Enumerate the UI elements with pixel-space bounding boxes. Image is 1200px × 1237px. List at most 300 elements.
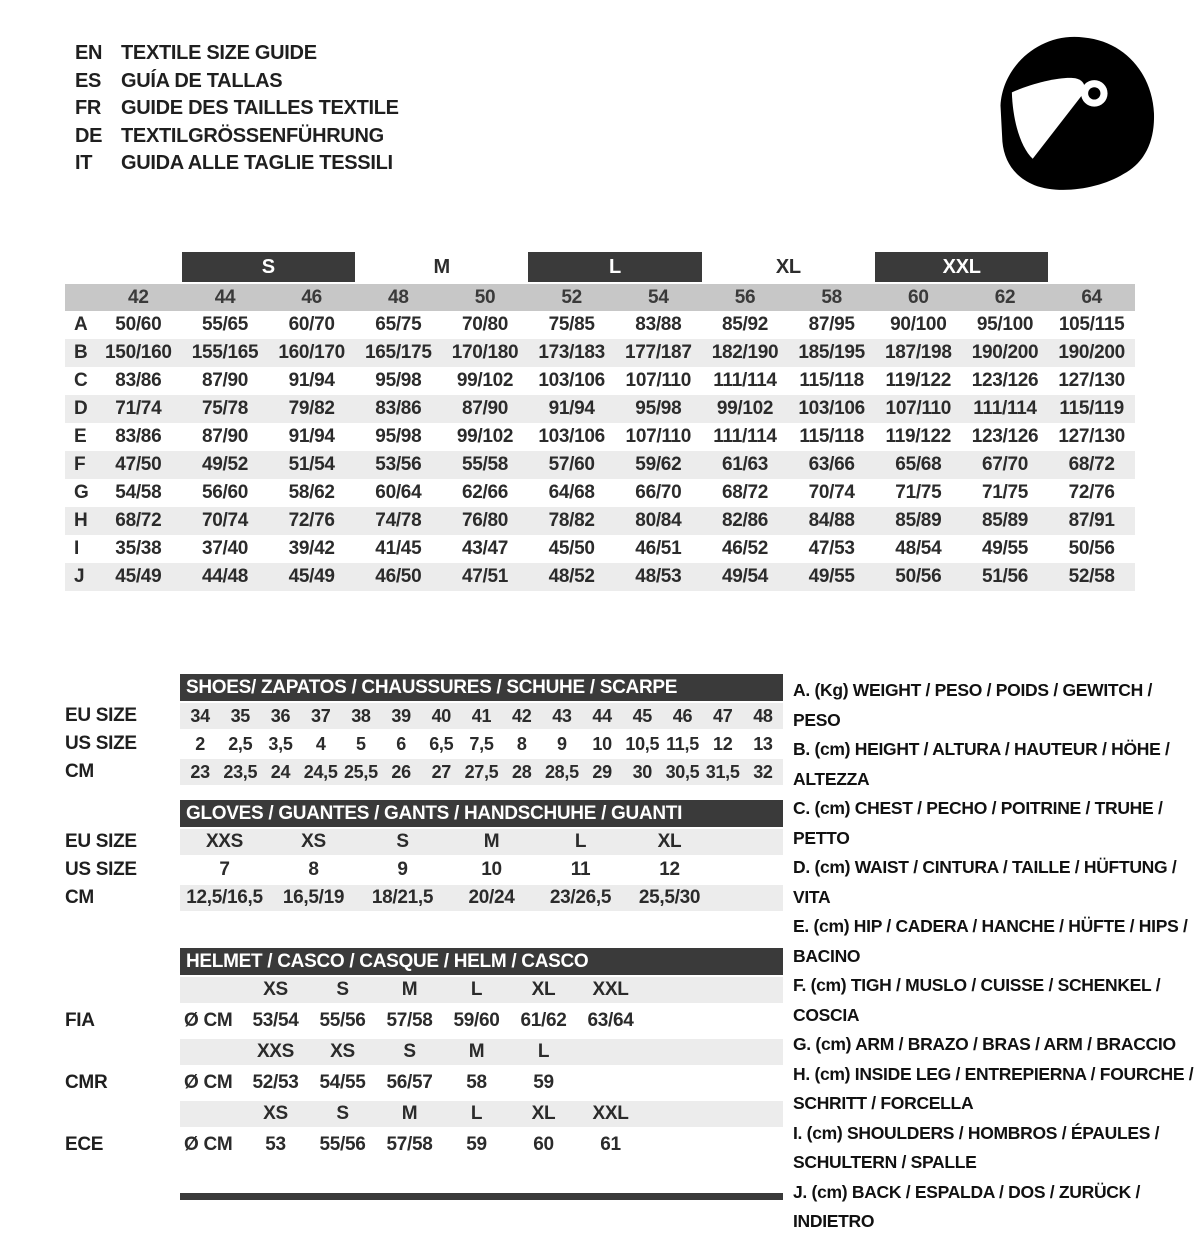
band-size-52: 52 (561, 286, 582, 308)
row-values (180, 1132, 783, 1158)
size-group-xxl: XXL (875, 252, 1048, 282)
textile-row-h (65, 507, 1135, 535)
helmet-table-header: HELMET / CASCO / CASQUE / HELM / CASCO (180, 948, 783, 975)
legend-item: A. (Kg) WEIGHT / PESO / POIDS / GEWITCH / PESO (793, 680, 1153, 730)
legend-item: F. (cm) TIGH / MUSLO / CUISSE / SCHENKEL / COSCIA (793, 975, 1161, 1025)
size-value: 37/40 (201, 538, 249, 559)
size-value: 13 (753, 733, 773, 754)
size-value: 60 (533, 1134, 554, 1155)
size-value: 91/94 (288, 370, 335, 391)
size-value: 71/74 (115, 398, 162, 419)
language-code: ES (75, 69, 102, 92)
size-value: 46/52 (721, 538, 769, 559)
size-value: 47/53 (808, 538, 855, 559)
size-value: 49/55 (981, 538, 1029, 559)
size-value: 44/48 (201, 566, 249, 587)
size-value: 165/175 (365, 342, 432, 363)
size-value: 20/24 (468, 887, 515, 908)
band-size-64: 64 (1081, 286, 1102, 308)
row-key: C (74, 370, 88, 391)
size-value: 11 (570, 859, 591, 880)
size-value: 2 (195, 733, 205, 754)
size-value: 10,5 (625, 733, 660, 754)
size-value: 16,5/19 (282, 887, 345, 908)
unit-spacer (180, 1039, 242, 1065)
size-value: 68/72 (721, 482, 769, 503)
row-key: B (74, 342, 88, 363)
size-value: 111/114 (713, 370, 777, 391)
size-value: 82/86 (721, 510, 769, 531)
size-value: 103/106 (538, 426, 605, 447)
size-value: 39/42 (288, 538, 335, 559)
size-value: 61/62 (520, 1010, 567, 1031)
row-values (180, 1039, 783, 1065)
size-value: 59/62 (635, 454, 682, 475)
band-size-42: 42 (128, 286, 149, 308)
size-value: XXS (205, 831, 244, 852)
size-value: 78/82 (548, 510, 595, 531)
size-value: 190/200 (971, 342, 1039, 363)
row-key: I (74, 538, 79, 559)
row-key: F (74, 454, 86, 475)
helmet-icon (975, 28, 1170, 208)
size-value: 64/68 (548, 482, 595, 503)
size-value: 160/170 (278, 342, 345, 363)
size-value: 37 (310, 705, 331, 726)
size-group-m: M (433, 255, 450, 278)
size-value: 2,5 (228, 733, 253, 754)
size-label: L (470, 979, 483, 1000)
size-value: 72/76 (288, 510, 335, 531)
size-value: 12 (712, 733, 733, 754)
size-value: 49/52 (201, 454, 249, 475)
size-value: 119/122 (885, 370, 952, 391)
shoes-table-header: SHOES/ ZAPATOS / CHAUSSURES / SCHUHE / SCARPE (180, 674, 783, 701)
size-value: 95/100 (976, 314, 1034, 335)
values-grid (180, 1070, 783, 1096)
size-value: 7 (219, 859, 230, 880)
size-label: XL (531, 979, 556, 1000)
language-row (75, 123, 399, 151)
size-value: 95/98 (635, 398, 682, 419)
size-value: 61/63 (721, 454, 769, 475)
size-value: 91/94 (288, 426, 335, 447)
size-value: 34 (190, 705, 210, 726)
size-value: 47/51 (461, 566, 509, 587)
size-value: 107/110 (625, 370, 692, 391)
size-value: 185/195 (798, 342, 865, 363)
cropped-header-bar (180, 1193, 783, 1200)
size-value: 45/49 (288, 566, 335, 587)
size-value: 5 (356, 733, 366, 754)
size-value: 127/130 (1058, 370, 1125, 391)
shoes-table (65, 703, 783, 787)
size-value: 51/54 (288, 454, 335, 475)
size-value: 10 (481, 859, 502, 880)
size-value: 190/200 (1058, 342, 1125, 363)
size-value: 170/180 (451, 342, 519, 363)
size-label: S (403, 1041, 416, 1062)
values-grid (180, 1132, 783, 1158)
size-label: XS (263, 1103, 288, 1124)
row-key: A (74, 314, 88, 335)
size-value: 57/58 (386, 1134, 433, 1155)
band-size-56: 56 (734, 286, 756, 308)
legend-item: D. (cm) WAIST / CINTURA / TAILLE / HÜFTUNG / VITA (793, 857, 1177, 907)
band-size-54: 54 (648, 286, 669, 308)
values-grid (180, 759, 783, 785)
values-grid (180, 1008, 783, 1034)
size-value: 24 (270, 761, 291, 782)
size-value: 51/56 (981, 566, 1029, 587)
size-value: 83/86 (115, 426, 162, 447)
row-values (180, 1008, 783, 1034)
size-value: 60/64 (375, 482, 422, 503)
band-size-50: 50 (474, 286, 496, 308)
size-value: XS (301, 831, 326, 852)
size-value: 63/64 (587, 1010, 634, 1031)
size-value: 29 (592, 761, 612, 782)
helmet-sizes-row (65, 977, 783, 1003)
size-value: 6,5 (429, 733, 454, 754)
size-value: 56/60 (201, 482, 249, 503)
size-group-l: L (528, 252, 701, 282)
size-value: 85/89 (895, 510, 942, 531)
size-value: 38 (351, 705, 371, 726)
size-value: 187/198 (885, 342, 952, 363)
size-value: M (483, 831, 500, 852)
language-row (75, 68, 399, 96)
band-size-58: 58 (821, 286, 842, 308)
size-label: XS (263, 979, 288, 1000)
size-value: 50/56 (895, 566, 942, 587)
textile-row-e (65, 423, 1135, 451)
size-value: 27,5 (464, 761, 499, 782)
size-value: 103/106 (798, 398, 865, 419)
language-code: FR (75, 97, 102, 119)
size-value: 44 (592, 705, 612, 726)
language-code: DE (75, 124, 103, 147)
language-title: GUIDA ALLE TAGLIE TESSILI (121, 152, 393, 174)
size-value: 95/98 (375, 426, 422, 447)
size-value: 76/80 (461, 510, 509, 531)
size-value: 45/49 (115, 566, 162, 587)
size-value: 9 (557, 733, 567, 754)
band-spacer (65, 284, 95, 311)
size-value: 54/55 (319, 1072, 366, 1093)
size-value: 7,5 (469, 733, 494, 754)
size-label: L (470, 1103, 483, 1124)
size-value: 72/76 (1068, 482, 1115, 503)
size-value: 57/58 (386, 1010, 433, 1031)
size-value: 55/58 (461, 454, 509, 475)
size-value: 60/70 (288, 314, 335, 335)
size-value: 87/90 (201, 426, 249, 447)
textile-row-c (65, 367, 1135, 395)
size-label: M (468, 1041, 485, 1062)
size-value: 150/160 (105, 342, 172, 363)
size-value: 123/126 (971, 370, 1039, 391)
size-value: 58/62 (288, 482, 335, 503)
size-row (65, 829, 783, 855)
size-value: 55/56 (319, 1134, 366, 1155)
visor-pivot-hole (1088, 87, 1100, 99)
size-value: 53/54 (252, 1010, 299, 1031)
size-value: 87/91 (1068, 510, 1115, 531)
row-values (180, 1070, 783, 1096)
row-label: EU SIZE (65, 705, 137, 726)
size-row (65, 857, 783, 883)
size-value: 39 (391, 705, 411, 726)
size-label: XXS (256, 1041, 295, 1062)
size-row (65, 731, 783, 757)
size-value: 41 (471, 705, 492, 726)
size-value: 107/110 (625, 426, 692, 447)
size-value: 57/60 (548, 454, 595, 475)
row-values (180, 703, 783, 729)
size-value: 87/90 (461, 398, 509, 419)
size-value: 111/114 (973, 398, 1037, 419)
legend-item: E. (cm) HIP / CADERA / HANCHE / HÜFTE / HIPS / BACINO (793, 916, 1188, 966)
language-code: EN (75, 42, 103, 64)
size-value: 67/70 (981, 454, 1029, 475)
size-value: 49/55 (808, 566, 855, 587)
size-value: 99/102 (456, 426, 514, 447)
textile-row-a (65, 311, 1135, 339)
size-value: 53 (265, 1134, 286, 1155)
language-title: TEXTILE SIZE GUIDE (121, 42, 317, 64)
row-label (65, 1101, 180, 1127)
size-label: XXL (592, 1103, 629, 1124)
size-value: 45/50 (548, 538, 595, 559)
size-value: 53/56 (375, 454, 422, 475)
size-value: 52/53 (252, 1072, 299, 1093)
size-value: 68/72 (1068, 454, 1115, 475)
size-label: S (336, 979, 349, 1000)
helmet-sizes-row (65, 1039, 783, 1065)
row-values (180, 731, 783, 757)
size-value: 35/38 (115, 538, 162, 559)
standard-label-ece: ECE (65, 1134, 104, 1155)
size-value: 90/100 (890, 314, 947, 335)
legend-item: B. (cm) HEIGHT / ALTURA / HAUTEUR / HÖHE / ALTEZZA (793, 739, 1170, 789)
size-value: 30,5 (665, 761, 700, 782)
textile-row-i (65, 535, 1135, 563)
size-value: 71/75 (895, 482, 942, 503)
row-values (180, 759, 783, 785)
size-row (65, 703, 783, 729)
size-value: 56/57 (386, 1072, 433, 1093)
size-value: 48/54 (895, 538, 942, 559)
band-size-46: 46 (301, 286, 322, 308)
size-value: 8 (516, 733, 527, 754)
legend-item: I. (cm) SHOULDERS / HOMBROS / ÉPAULES / SCHULTERN / SPALLE (793, 1122, 1160, 1172)
size-value: 28 (511, 761, 532, 782)
size-value: 85/92 (721, 314, 769, 335)
size-value: 6 (396, 733, 406, 754)
row-label: CM (65, 887, 94, 908)
size-value: 105/115 (1058, 314, 1125, 335)
values-grid (180, 731, 783, 757)
size-value: 46/50 (375, 566, 422, 587)
numeric-size-band (65, 284, 1135, 311)
size-value: 87/90 (201, 370, 249, 391)
size-value: 111/114 (713, 426, 777, 447)
diameter-unit: Ø CM (184, 1134, 233, 1155)
values-grid (180, 829, 783, 855)
size-value: 75/85 (548, 314, 595, 335)
diameter-unit: Ø CM (184, 1072, 233, 1093)
size-label: L (537, 1041, 550, 1062)
size-value: 24,5 (303, 761, 338, 782)
size-value: 32 (753, 761, 773, 782)
unit-spacer (180, 977, 242, 1003)
legend-item: C. (cm) CHEST / PECHO / POITRINE / TRUHE / PETTO (793, 798, 1163, 848)
size-value: 70/80 (461, 314, 509, 335)
size-value: 23/26,5 (549, 887, 612, 908)
size-value: 99/102 (456, 370, 514, 391)
size-value: 115/118 (799, 370, 864, 391)
size-value: 30 (632, 761, 652, 782)
size-value: 50/60 (115, 314, 162, 335)
gloves-table-header: GLOVES / GUANTES / GANTS / HANDSCHUHE / GUANTI (180, 800, 783, 827)
size-value: 3,5 (268, 733, 293, 754)
textile-row-d (65, 395, 1135, 423)
size-value: 12,5/16,5 (186, 887, 263, 908)
size-value: 87/95 (808, 314, 855, 335)
size-value: 46 (672, 705, 693, 726)
row-label: CM (65, 761, 94, 782)
size-value: 47 (712, 705, 733, 726)
size-value: 41/45 (375, 538, 422, 559)
size-value: 28,5 (544, 761, 579, 782)
band-size-60: 60 (908, 286, 929, 308)
textile-row-j (65, 563, 1135, 591)
row-label (65, 977, 180, 1003)
band-size-62: 62 (994, 286, 1016, 308)
size-row (65, 885, 783, 911)
helmet-sizes-row (65, 1101, 783, 1127)
row-values (180, 885, 783, 911)
size-value: 127/130 (1058, 426, 1125, 447)
gloves-table (65, 829, 783, 913)
size-value: 68/72 (115, 510, 162, 531)
size-value: 11,5 (666, 733, 699, 754)
size-value: 25,5/30 (638, 887, 701, 908)
size-value: 95/98 (375, 370, 422, 391)
size-value: 18/21,5 (371, 887, 434, 908)
size-value: 70/74 (808, 482, 855, 503)
size-value: 83/86 (115, 370, 162, 391)
size-value: S (396, 831, 409, 852)
textile-row-b (65, 339, 1135, 367)
row-key: G (74, 482, 89, 503)
legend-item: H. (cm) INSIDE LEG / ENTREPIERNA / FOURCHE / SCHRITT / FORCELLA (793, 1063, 1194, 1113)
size-value: 173/183 (538, 342, 605, 363)
row-values (180, 977, 783, 1003)
size-group-s: S (182, 252, 355, 282)
size-value: 45 (632, 705, 652, 726)
values-grid (180, 703, 783, 729)
size-value: 75/78 (201, 398, 249, 419)
language-title: GUÍA DE TALLAS (121, 69, 283, 92)
row-label (65, 1039, 180, 1065)
textile-measurement-rows (65, 311, 1135, 591)
row-key: H (74, 510, 88, 531)
size-label: XL (531, 1103, 556, 1124)
row-label: US SIZE (65, 733, 137, 754)
size-value: 80/84 (635, 510, 682, 531)
size-value: 35 (230, 705, 250, 726)
size-label: S (336, 1103, 349, 1124)
standard-label-fia: FIA (65, 1010, 95, 1031)
helmet-standard-row (65, 1070, 783, 1096)
size-label: M (401, 1103, 418, 1124)
language-row (75, 150, 399, 178)
size-value: 177/187 (625, 342, 692, 363)
size-label: XXL (592, 979, 629, 1000)
row-values (180, 1101, 783, 1127)
size-value: 36 (270, 705, 291, 726)
values-grid (180, 1039, 783, 1065)
size-value: 66/70 (635, 482, 682, 503)
size-value: 107/110 (885, 398, 952, 419)
language-title: TEXTILGRÖSSENFÜHRUNG (121, 124, 384, 147)
size-value: 71/75 (981, 482, 1029, 503)
size-value: 49/54 (721, 566, 769, 587)
size-value: 59 (533, 1072, 554, 1093)
size-value: 46/51 (635, 538, 682, 559)
row-key: E (74, 426, 87, 447)
size-value: 59/60 (453, 1010, 500, 1031)
size-label: M (401, 979, 418, 1000)
row-values (180, 857, 783, 883)
size-value: 23,5 (223, 761, 258, 782)
size-value: L (574, 831, 587, 852)
language-title: GUIDE DES TAILLES TEXTILE (121, 97, 399, 119)
values-grid (180, 1101, 783, 1127)
size-value: 85/89 (981, 510, 1029, 531)
language-row (75, 95, 399, 123)
size-value: 23 (190, 761, 210, 782)
size-value: 58 (466, 1072, 487, 1093)
helmet-table (65, 977, 783, 1163)
size-value: 59 (466, 1134, 487, 1155)
size-value: 182/190 (711, 342, 779, 363)
size-value: 55/65 (201, 314, 249, 335)
helmet-standard-row (65, 1008, 783, 1034)
size-value: 84/88 (808, 510, 855, 531)
diameter-unit: Ø CM (184, 1010, 233, 1031)
textile-row-f (65, 451, 1135, 479)
size-value: 74/78 (375, 510, 422, 531)
size-value: 79/82 (288, 398, 335, 419)
size-value: 55/56 (319, 1010, 366, 1031)
size-value: 62/66 (461, 482, 509, 503)
size-value: 54/58 (115, 482, 162, 503)
size-value: 48/52 (548, 566, 595, 587)
size-value: 99/102 (716, 398, 774, 419)
size-value: 10 (592, 733, 612, 754)
size-value: 123/126 (971, 426, 1039, 447)
size-value: 42 (511, 705, 532, 726)
size-value: 115/119 (1059, 398, 1124, 419)
row-label: EU SIZE (65, 831, 137, 852)
values-grid (180, 977, 783, 1003)
size-value: 43/47 (461, 538, 509, 559)
size-label: XS (330, 1041, 355, 1062)
size-value: 8 (308, 859, 319, 880)
